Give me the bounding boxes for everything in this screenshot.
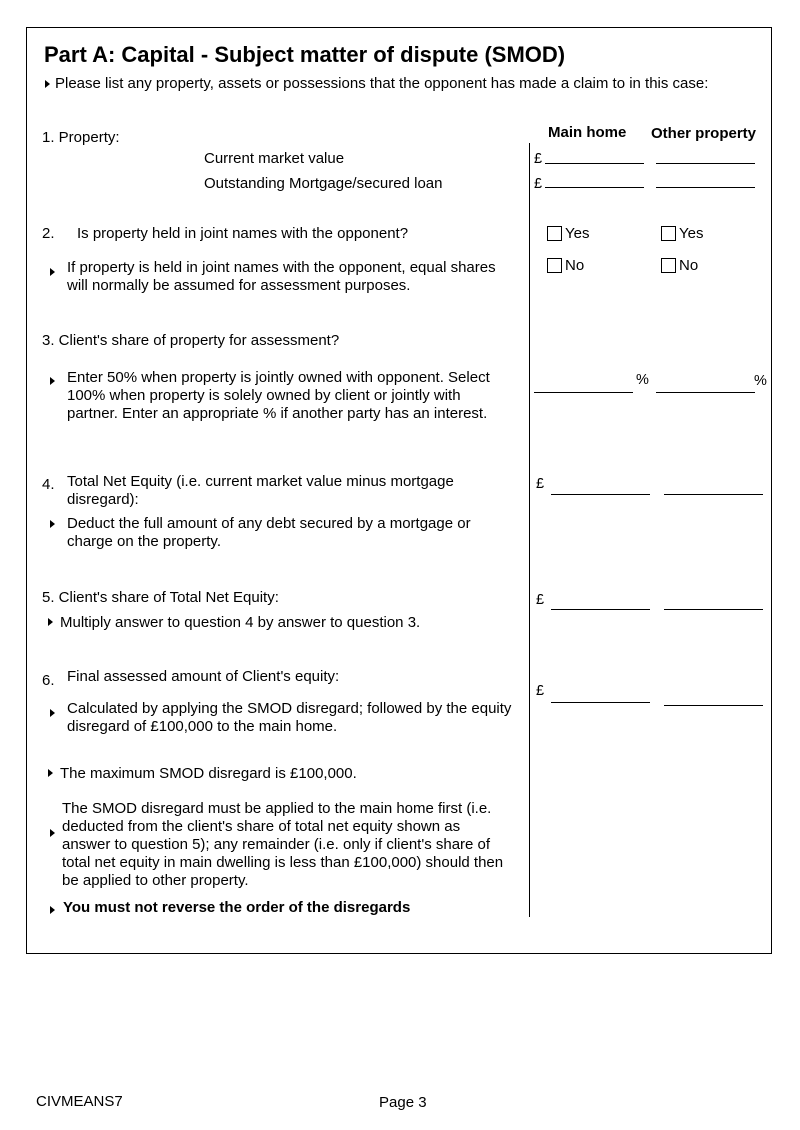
column-divider: [529, 143, 530, 917]
page-title: Part A: Capital - Subject matter of dispute (SMOD): [44, 42, 566, 67]
final-equity-other-property-field[interactable]: [664, 705, 763, 706]
q4-note: Deduct the full amount of any debt secured by a mortgage or charge on the property.: [67, 515, 471, 550]
bullet-arrow-icon: [48, 769, 53, 777]
other-property-joint-yes-checkbox[interactable]: [661, 226, 676, 241]
q1-mortgage-label: Outstanding Mortgage/secured loan: [204, 175, 443, 192]
mortgage-other-property-field[interactable]: [656, 187, 755, 188]
bullet-arrow-icon: [50, 709, 55, 717]
q5-note: Multiply answer to question 4 by answer to question 3.: [60, 614, 421, 631]
bullet-arrow-icon: [48, 618, 53, 626]
q1-market-value-label: Current market value: [204, 150, 345, 167]
final-equity-main-home-field[interactable]: [551, 702, 650, 703]
other-property-joint-no-checkbox[interactable]: [661, 258, 676, 273]
mortgage-main-home-field[interactable]: [545, 187, 644, 188]
no-label: No: [679, 257, 699, 274]
bullet-arrow-icon: [45, 80, 50, 88]
disregard-order-note: The SMOD disregard must be applied to the main home first (i.e. deducted from the client's share of total net equity shown as answer to question 5); any remainder (i.e. only if client's share of total net equity in main dwelling is less than £100,000) should then be applied to other property.: [62, 800, 504, 889]
currency-symbol: £: [536, 476, 545, 492]
no-label: No: [565, 257, 585, 274]
q2-note: If property is held in joint names with the opponent, equal shares will normally be assumed for assessment purposes.: [67, 259, 496, 294]
main-home-joint-no-checkbox[interactable]: [547, 258, 562, 273]
q6-question: Final assessed amount of Client's equity:: [67, 668, 340, 685]
share-main-home-field[interactable]: [534, 392, 633, 393]
page-number: Page 3: [379, 1094, 427, 1111]
q6-note: Calculated by applying the SMOD disregard; followed by the equity disregard of £100,000 to the main home.: [67, 700, 512, 735]
q1-label: 1. Property:: [42, 129, 120, 146]
client-share-main-home-field[interactable]: [551, 609, 650, 610]
q4-question: Total Net Equity (i.e. current market value minus mortgage disregard):: [67, 473, 454, 508]
bullet-arrow-icon: [50, 906, 55, 914]
bullet-arrow-icon: [50, 829, 55, 837]
form-code: CIVMEANS7: [36, 1093, 123, 1110]
q5-question: 5. Client's share of Total Net Equity:: [42, 589, 279, 606]
percent-symbol: %: [754, 373, 767, 389]
bullet-arrow-icon: [50, 520, 55, 528]
bullet-arrow-icon: [50, 377, 55, 385]
intro-text: Please list any property, assets or possessions that the opponent has made a claim to in this case:: [55, 75, 709, 92]
q6-number: 6.: [42, 672, 55, 689]
percent-symbol: %: [636, 372, 649, 388]
yes-label: Yes: [679, 225, 704, 242]
net-equity-main-home-field[interactable]: [551, 494, 650, 495]
column-header-main-home: Main home: [548, 124, 627, 141]
max-disregard-note: The maximum SMOD disregard is £100,000.: [60, 765, 357, 782]
q2-number: 2.: [42, 225, 55, 242]
market-value-main-home-field[interactable]: [545, 163, 644, 164]
column-header-other-property: Other property: [651, 125, 757, 142]
q4-number: 4.: [42, 476, 55, 493]
currency-symbol: £: [536, 592, 545, 608]
market-value-other-property-field[interactable]: [656, 163, 755, 164]
q2-question: Is property held in joint names with the opponent?: [77, 225, 409, 242]
yes-label: Yes: [565, 225, 590, 242]
client-share-other-property-field[interactable]: [664, 609, 763, 610]
currency-symbol: £: [534, 151, 543, 167]
currency-symbol: £: [536, 683, 545, 699]
share-other-property-field[interactable]: [656, 392, 755, 393]
net-equity-other-property-field[interactable]: [664, 494, 763, 495]
disregard-warning: You must not reverse the order of the disregards: [63, 899, 411, 916]
q3-note: Enter 50% when property is jointly owned with opponent. Select 100% when property is solely owned by client or jointly with partner. Enter an appropriate % if another party has an interest.: [67, 369, 490, 422]
currency-symbol: £: [534, 176, 543, 192]
q3-question: 3. Client's share of property for assessment?: [42, 332, 340, 349]
main-home-joint-yes-checkbox[interactable]: [547, 226, 562, 241]
bullet-arrow-icon: [50, 268, 55, 276]
